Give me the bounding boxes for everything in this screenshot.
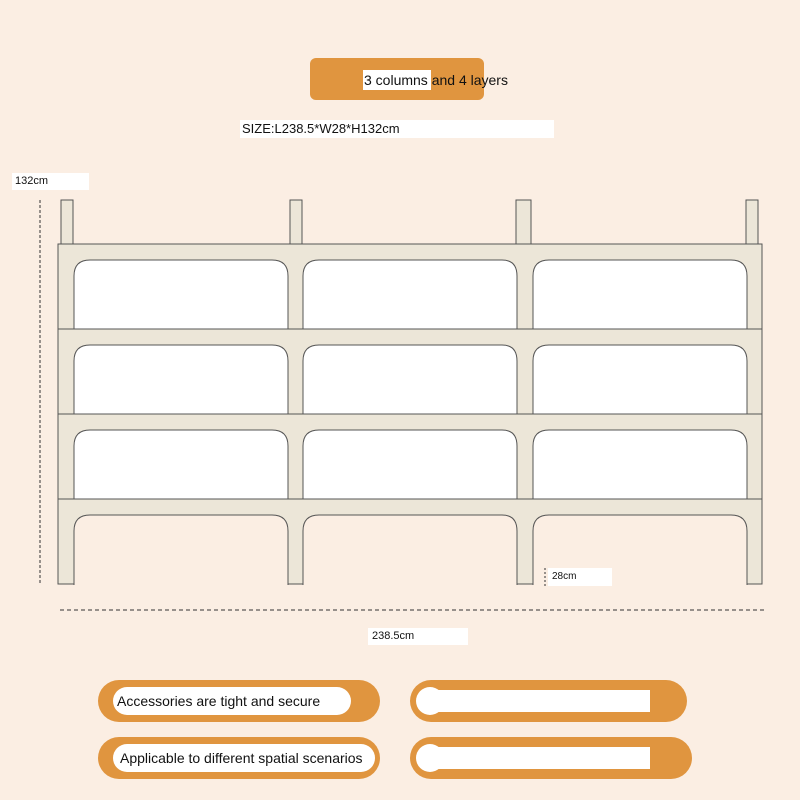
- feature-dot: [416, 744, 444, 772]
- shelf-compartment: [74, 345, 288, 414]
- length-dimension-label: 238.5cm: [368, 628, 468, 645]
- shelf-compartment: [303, 260, 517, 329]
- shelf-compartment: [303, 345, 517, 414]
- feature-label: Accessories are tight and secure: [113, 687, 351, 715]
- shelf-compartment: [303, 430, 517, 499]
- shelf-compartment: [303, 515, 517, 585]
- shelf-compartments: [74, 260, 747, 499]
- shelf-top-post: [516, 200, 531, 246]
- shelf-compartment: [533, 260, 747, 329]
- shelf-compartment: [74, 515, 288, 585]
- title-label: 3 columns and 4 layers: [364, 72, 508, 88]
- shelf-top-post: [746, 200, 758, 246]
- shelf-top-post: [61, 200, 73, 246]
- feature-placeholder-bar: [430, 690, 650, 712]
- feature-placeholder-bar: [430, 747, 650, 769]
- shelf-compartment: [533, 430, 747, 499]
- shelf-top-post: [290, 200, 302, 246]
- feature-label: Applicable to different spatial scenarios: [113, 744, 375, 772]
- shelf-compartment: [74, 260, 288, 329]
- shelf-compartment: [74, 430, 288, 499]
- shelf-bottom-openings: [74, 515, 747, 585]
- size-spec: SIZE:L238.5*W28*H132cm: [240, 120, 554, 138]
- shelf-compartment: [533, 345, 747, 414]
- depth-dimension-label: 28cm: [548, 568, 612, 586]
- height-dimension-label: 132cm: [12, 173, 89, 190]
- feature-dot: [416, 687, 444, 715]
